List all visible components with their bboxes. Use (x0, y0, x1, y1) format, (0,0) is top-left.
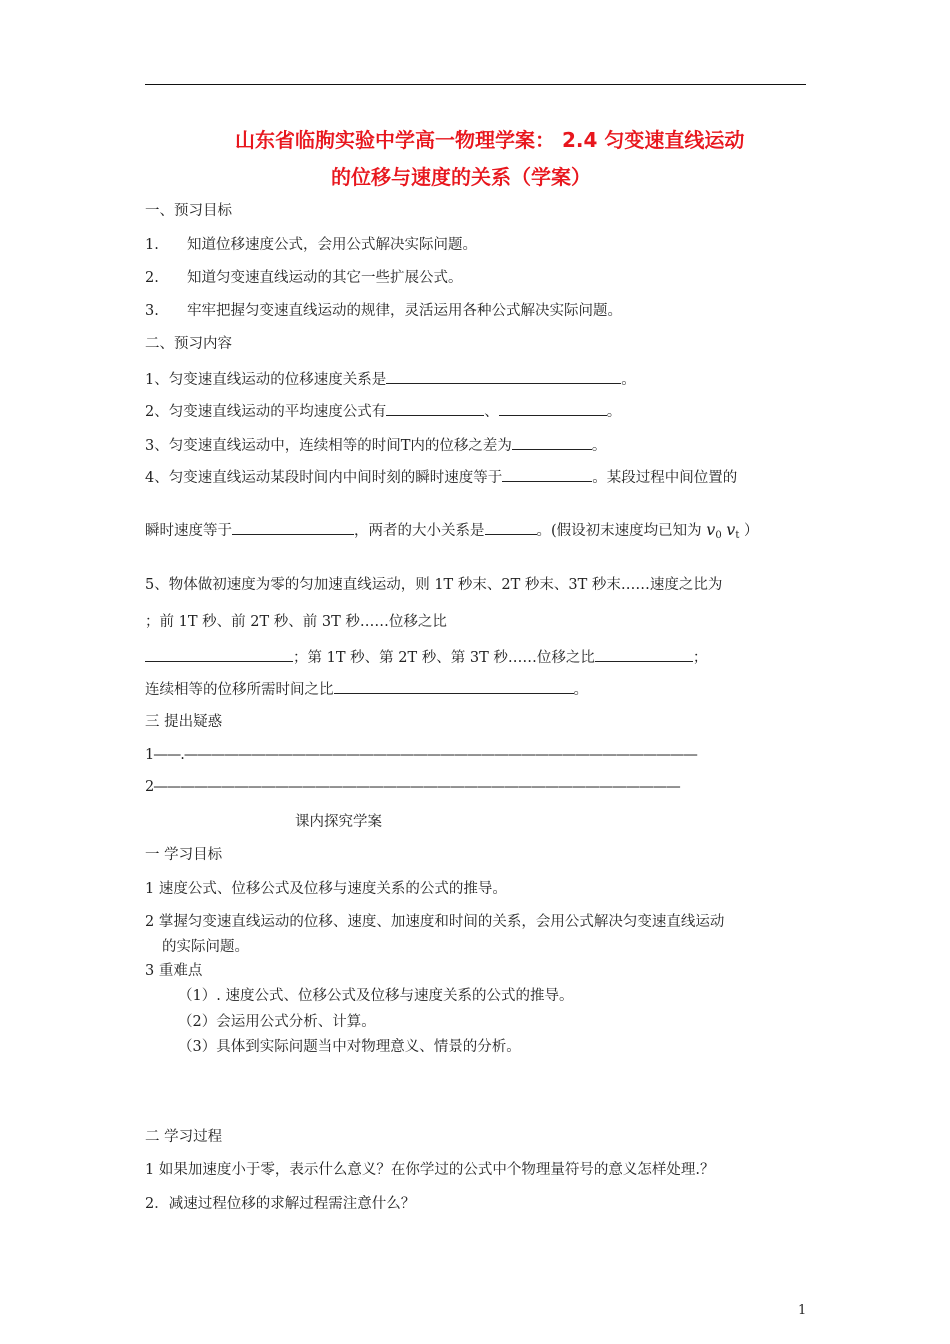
key-point-1: （1）. 速度公式、位移公式及位移与速度关系的公式的推导。 (178, 988, 574, 1004)
doubt-line-2[interactable]: 2——————————————————————————————————————— (145, 779, 680, 795)
process-question-1: 1 如果加速度小于零，表示什么意义？在你学过的公式中个物理量符号的意义怎样处理.？ (145, 1162, 715, 1178)
question-3-end: 。 (591, 438, 607, 454)
question-5-line2: ；前 1T 秒、前 2T 秒、前 3T 秒……位移之比 (145, 614, 447, 630)
answer-blank[interactable] (485, 520, 537, 535)
question-4-line1 (145, 467, 737, 488)
question-5-text-e: 连续相等的位移所需时间之比 (145, 682, 334, 698)
learning-goal-2-cont: 的实际问题。 (162, 939, 249, 955)
question-3-text: 3、匀变速直线运动中，连续相等的时间T内的位移之差为 (145, 438, 512, 454)
answer-blank[interactable] (386, 401, 484, 416)
goal-number: 3. (145, 303, 159, 319)
question-3 (145, 435, 606, 456)
v0-subscript: 0 (715, 530, 722, 541)
learning-goal-1: 1 速度公式、位移公式及位移与速度关系的公式的推导。 (145, 881, 507, 897)
questions-heading: 三 提出疑惑 (145, 714, 223, 730)
goal-number: 2. (145, 270, 159, 286)
learning-goals-heading: 一 学习目标 (145, 847, 223, 863)
question-5-text-d: ； (692, 650, 708, 666)
preview-goals-heading: 一、预习目标 (145, 203, 232, 219)
vt-letter: v (726, 520, 736, 539)
question-4-text-e: 。(假设初末速度均已知为 (536, 523, 702, 539)
question-1 (145, 369, 636, 390)
question-2-sep: 、 (484, 404, 499, 420)
question-1-text: 1、匀变速直线运动的位移速度关系是 (145, 372, 387, 388)
question-5-line1: 5、物体做初速度为零的匀加速直线运动，则 1T 秒末、2T 秒末、3T 秒末……速度之比为 (145, 577, 723, 593)
preview-goal-2 (145, 268, 463, 288)
question-5-text-c: ；第 1T 秒、第 2T 秒、第 3T 秒……位移之比 (293, 650, 595, 666)
answer-blank[interactable] (595, 647, 693, 662)
page-title-line1: 山东省临朐实验中学高一物理学案： 2.4 匀变速直线运动 (235, 128, 745, 152)
question-2-end: 。 (606, 404, 622, 420)
goal-number: 1. (145, 237, 159, 253)
answer-blank[interactable] (502, 467, 592, 482)
v0-symbol (706, 520, 721, 539)
key-points-heading: 3 重难点 (145, 963, 203, 979)
vt-symbol (726, 520, 739, 539)
learning-goal-2: 2 掌握匀变速直线运动的位移、速度、加速度和时间的关系，会用公式解决匀变速直线运动 (145, 914, 725, 930)
process-question-2: 2．减速过程位移的求解过程需注意什么？ (145, 1196, 416, 1212)
answer-blank[interactable] (499, 401, 607, 416)
question-4-text-b: 。某段过程中间位置的 (592, 470, 738, 486)
goal-text: 知道位移速度公式，会用公式解决实际问题。 (187, 237, 477, 253)
preview-goal-3 (145, 301, 622, 321)
header-rule (145, 84, 806, 85)
answer-blank[interactable] (232, 520, 354, 535)
vt-subscript: t (735, 530, 740, 541)
question-4-text-d: ，两者的大小关系是 (354, 523, 485, 539)
key-point-2: （2）会运用公式分析、计算。 (178, 1014, 376, 1030)
process-heading: 二 学习过程 (145, 1129, 223, 1145)
question-2 (145, 401, 621, 422)
in-class-heading: 课内探究学案 (295, 814, 382, 830)
preview-content-heading: 二、预习内容 (145, 336, 232, 352)
question-5-line4 (145, 679, 588, 700)
answer-blank[interactable] (512, 435, 592, 450)
question-1-end: 。 (621, 372, 636, 388)
goal-text: 知道匀变速直线运动的其它一些扩展公式。 (187, 270, 463, 286)
question-4-line2 (145, 520, 758, 546)
doubt-line-1[interactable]: 1——.—————————————————————————————————————— (145, 747, 697, 763)
page-number: 1 (798, 1303, 807, 1318)
goal-text: 牢牢把握匀变速直线运动的规律，灵活运用各种公式解决实际问题。 (187, 303, 622, 319)
answer-blank[interactable] (145, 647, 293, 662)
question-2-text: 2、匀变速直线运动的平均速度公式有 (145, 404, 387, 420)
question-4-text-c: 瞬时速度等于 (145, 523, 232, 539)
page-title-line2: 的位移与速度的关系（学案） (331, 165, 591, 189)
question-4-text-f: ） (743, 523, 759, 539)
key-point-3: （3）具体到实际问题当中对物理意义、情景的分析。 (178, 1039, 521, 1055)
v0-letter: v (706, 520, 716, 539)
answer-blank[interactable] (334, 679, 574, 694)
preview-goal-1 (145, 235, 477, 255)
question-5-text-f: 。 (573, 682, 588, 698)
question-4-text: 4、匀变速直线运动某段时间内中间时刻的瞬时速度等于 (145, 470, 503, 486)
question-5-line3 (145, 647, 707, 668)
answer-blank[interactable] (386, 369, 621, 384)
